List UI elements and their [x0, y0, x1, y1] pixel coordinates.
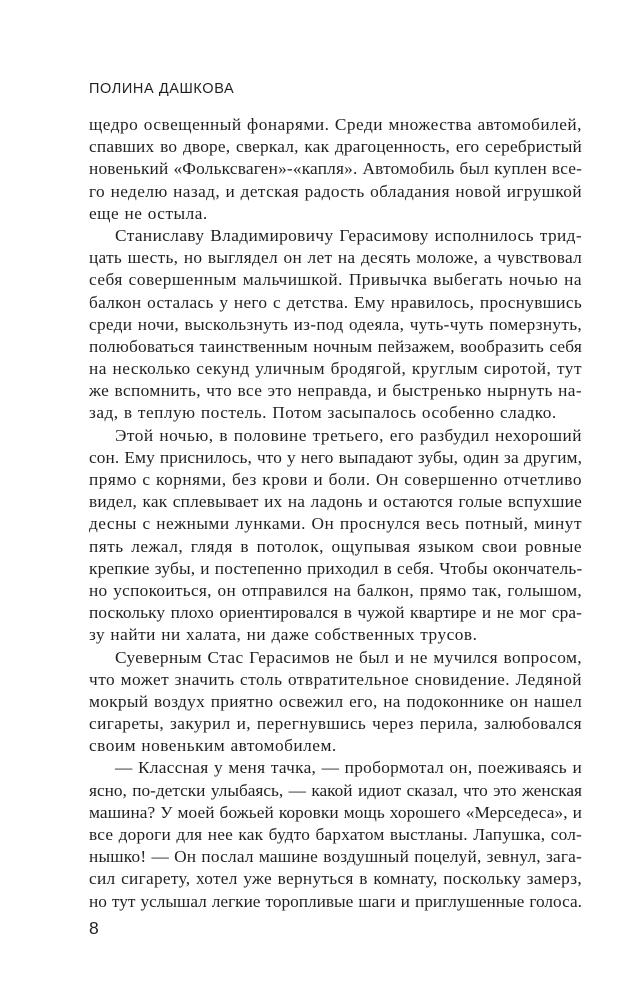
text-line: нышко! — Он послал машине воздушный поцелуй, зевнул, зага-: [89, 847, 582, 867]
text-line: своим новеньким автомобилем.: [89, 736, 337, 756]
text-line: сил сигарету, хотел уже вернуться в комнату, поскольку замерз,: [89, 869, 582, 889]
text-line: прямо с корнями, без крови и боли. Он совершенно отчетливо: [89, 470, 582, 489]
paragraph: [89, 757, 582, 912]
paragraph: [89, 425, 582, 647]
text-line: пять лежал, глядя в потолок, ощупывая языком свои ровные: [89, 536, 582, 556]
text-line: среди ночи, выскользнуть из-под одеяла, чуть-чуть померзнуть,: [89, 314, 582, 334]
text-line: ясно, по-детски улыбаясь, — какой идиот сказал, что это женская: [89, 780, 582, 800]
text-line: но успокоиться, он отправился на балкон, прямо так, голышом,: [89, 580, 582, 600]
paragraph: [89, 225, 582, 425]
text-line: зу найти ни халата, ни даже собственных трусов.: [89, 625, 478, 645]
text-line: еще не остыла.: [89, 203, 208, 223]
paragraph: [89, 114, 582, 225]
text-line: Станиславу Владимировичу Герасимову исполнилось трид-: [115, 225, 582, 245]
text-line: машина? У моей божьей коровки мощь хорошего «Мерседеса», и: [89, 802, 582, 822]
text-line: видел, как сплевывает их на ладонь и остаются голые вспухшие: [89, 492, 582, 512]
paragraph: [89, 647, 582, 758]
text-line: балкон осталась у него с детства. Ему нравилось, проснувшись: [89, 292, 582, 312]
text-line: полюбоваться таинственным ночным пейзажем, вообразить себя: [89, 336, 582, 356]
text-line: — Классная у меня тачка, — пробормотал он, поеживаясь и: [115, 758, 582, 778]
text-line: Этой ночью, в половине третьего, его разбудил нехороший: [115, 425, 582, 445]
text-line: на несколько секунд уличным бродягой, круглым сиротой, тут: [89, 359, 582, 379]
text-line: же вспомнить, что все это неправда, и быстренько нырнуть на-: [89, 381, 582, 401]
text-line: сон. Ему приснилось, что у него выпадают зубы, один за другим,: [89, 447, 582, 467]
text-line: Суеверным Стас Герасимов не был и не мучился вопросом,: [115, 647, 582, 667]
text-line: сигареты, закурил и, перегнувшись через перила, залюбовался: [89, 714, 582, 734]
text-line: щедро освещенный фонарями. Среди множества автомобилей,: [89, 115, 582, 134]
text-line: зад, в теплую постель. Потом засыпалось особенно сладко.: [89, 403, 557, 423]
text-line: поскольку плохо ориентировался в чужой квартире и не мог сра-: [89, 603, 582, 623]
text-line: себя совершенным мальчишкой. Привычка выбегать ночью на: [89, 270, 582, 290]
page-number: 8: [89, 918, 99, 938]
text-line: десны с нежными лунками. Он проснулся весь потный, минут: [89, 514, 582, 534]
text-line: цать шесть, но выглядел он лет на десять моложе, а чувствовал: [89, 248, 582, 268]
text-line: но тут услышал легкие торопливые шаги и приглушенные голоса.: [89, 891, 582, 911]
text-line: что может значить столь отвратительное сновидение. Ледяной: [89, 669, 582, 689]
text-line: спавших во дворе, сверкал, как драгоценность, его серебристый: [89, 137, 582, 157]
text-line: крепкие зубы, и постепенно приходил в себя. Чтобы окончатель-: [89, 558, 583, 578]
text-line: мокрый воздух приятно освежил его, на подоконнике он нашел: [89, 691, 582, 711]
text-line: новенький «Фольксваген»-«капля». Автомобиль был куплен все-: [89, 159, 583, 179]
text-line: все дороги для нее как будто бархатом выстланы. Лапушка, сол-: [89, 825, 582, 844]
running-header: ПОЛИНА ДАШКОВА: [89, 81, 235, 97]
text-line: го неделю назад, и детская радость обладания новой игрушкой: [89, 181, 582, 201]
body-text: [89, 114, 582, 913]
